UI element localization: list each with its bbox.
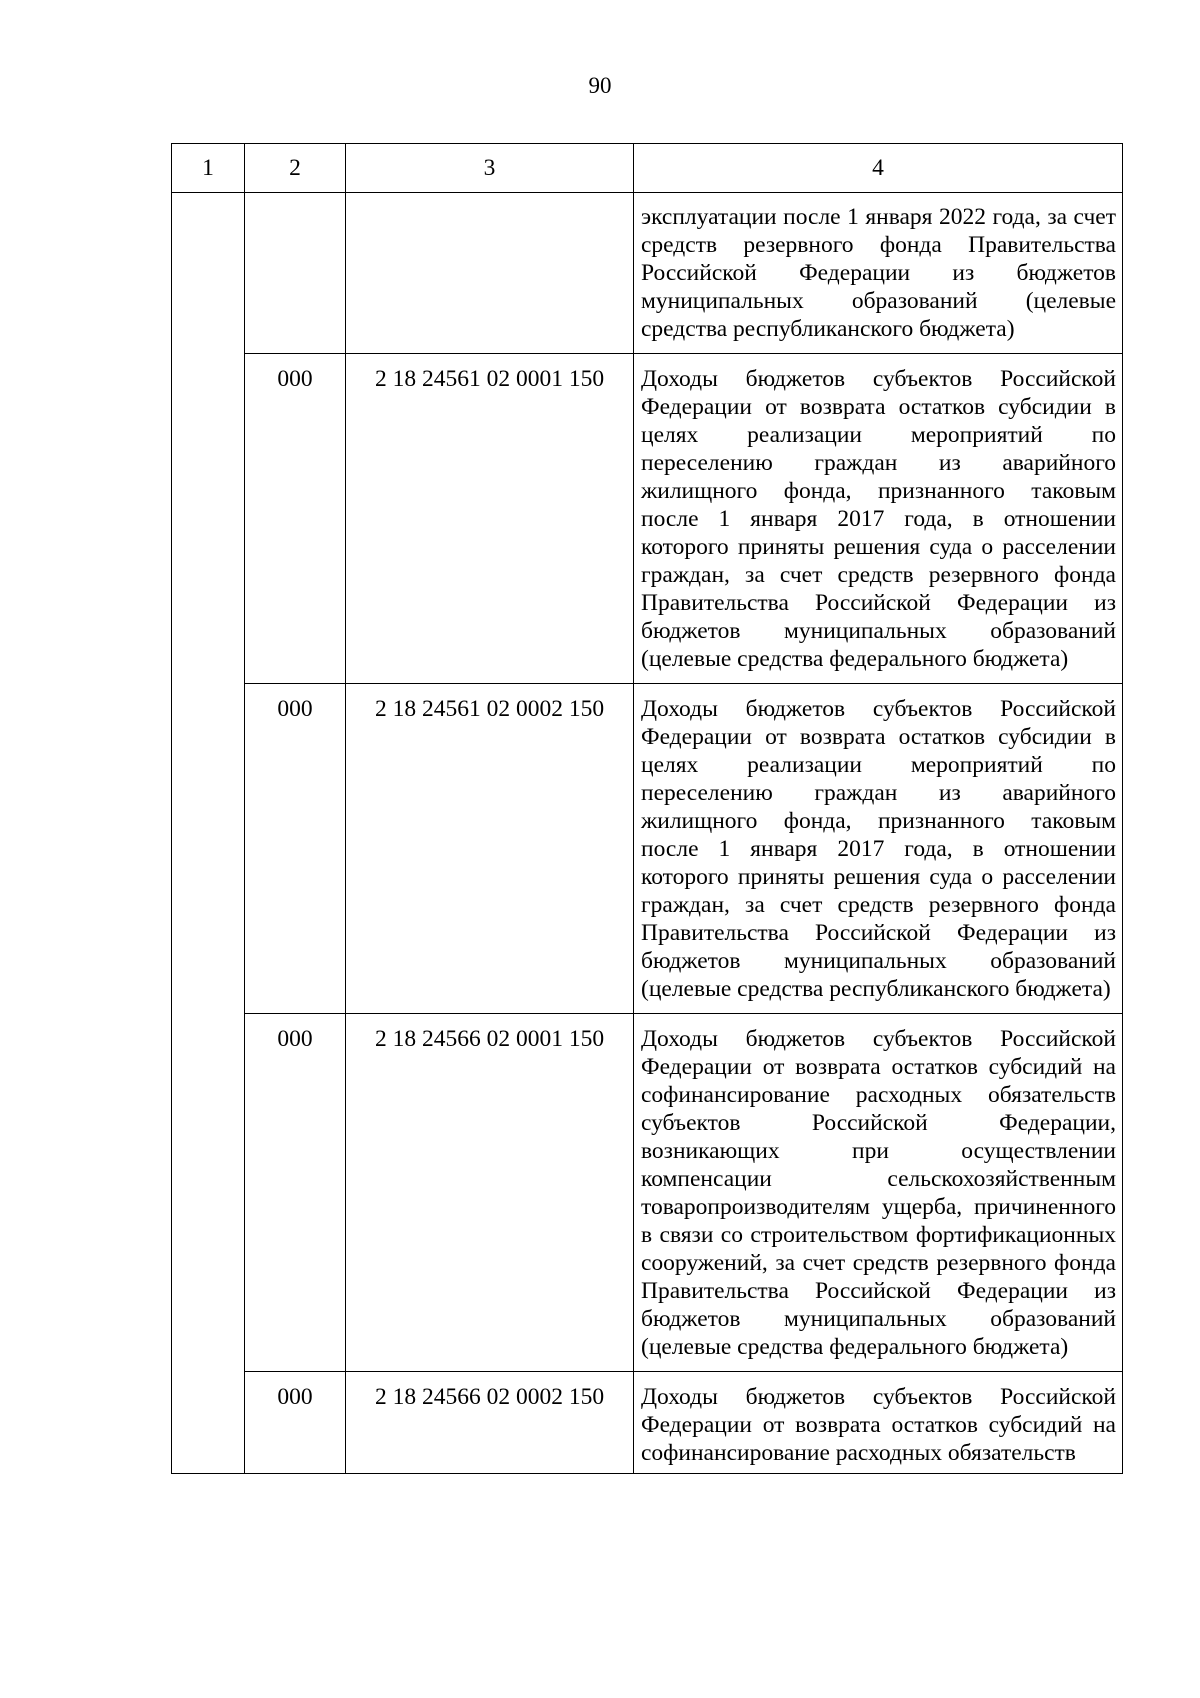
column-header-1: 1 <box>172 144 245 193</box>
table-row <box>172 193 1123 354</box>
budget-code-cell: 2 18 24566 02 0001 150 <box>346 1014 634 1372</box>
admin-code-cell: 000 <box>245 1372 346 1474</box>
table-row <box>172 1372 1123 1474</box>
section-number-cell <box>172 193 245 1474</box>
column-header-4: 4 <box>634 144 1123 193</box>
admin-code-cell: 000 <box>245 354 346 684</box>
description-cell: Доходы бюджетов субъектов Российской Федерации от возврата остатков субсидий на софинансирование расходных обязательств <box>634 1372 1123 1474</box>
budget-code-cell: 2 18 24566 02 0002 150 <box>346 1372 634 1474</box>
table-row <box>172 1014 1123 1372</box>
description-cell: Доходы бюджетов субъектов Российской Федерации от возврата остатков субсидий на софинансирование расходных обязательств субъектов Российской Федерации, возникающих при осуществлении компенсации сельскохозяйственным товаропроизводителям ущерба, причиненного в связи со строительством фортификационных сооружений, за счет средств резервного фонда Правительства Российской Федерации из бюджетов муниципальных образований (целевые средства федерального бюджета) <box>634 1014 1123 1372</box>
column-header-2: 2 <box>245 144 346 193</box>
table-header-row <box>172 144 1123 193</box>
page-number: 90 <box>588 73 612 98</box>
budget-code-cell: 2 18 24561 02 0001 150 <box>346 354 634 684</box>
table-row <box>172 684 1123 1014</box>
description-cell: эксплуатации после 1 января 2022 года, за счет средств резервного фонда Правительства Российской Федерации из бюджетов муниципальных образований (целевые средства республиканского бюджета) <box>634 193 1123 354</box>
admin-code-cell: 000 <box>245 1014 346 1372</box>
admin-code-cell: 000 <box>245 684 346 1014</box>
budget-code-cell: 2 18 24561 02 0002 150 <box>346 684 634 1014</box>
budget-code-cell <box>346 193 634 354</box>
table-row <box>172 354 1123 684</box>
description-cell: Доходы бюджетов субъектов Российской Федерации от возврата остатков субсидии в целях реализации мероприятий по переселению граждан из аварийного жилищного фонда, признанного таковым после 1 января 2017 года, в отношении которого приняты решения суда о расселении граждан, за счет средств резервного фонда Правительства Российской Федерации из бюджетов муниципальных образований (целевые средства республиканского бюджета) <box>634 684 1123 1014</box>
description-cell: Доходы бюджетов субъектов Российской Федерации от возврата остатков субсидии в целях реализации мероприятий по переселению граждан из аварийного жилищного фонда, признанного таковым после 1 января 2017 года, в отношении которого приняты решения суда о расселении граждан, за счет средств резервного фонда Правительства Российской Федерации из бюджетов муниципальных образований (целевые средства федерального бюджета) <box>634 354 1123 684</box>
admin-code-cell <box>245 193 346 354</box>
column-header-3: 3 <box>346 144 634 193</box>
budget-codes-table <box>171 143 1123 1474</box>
